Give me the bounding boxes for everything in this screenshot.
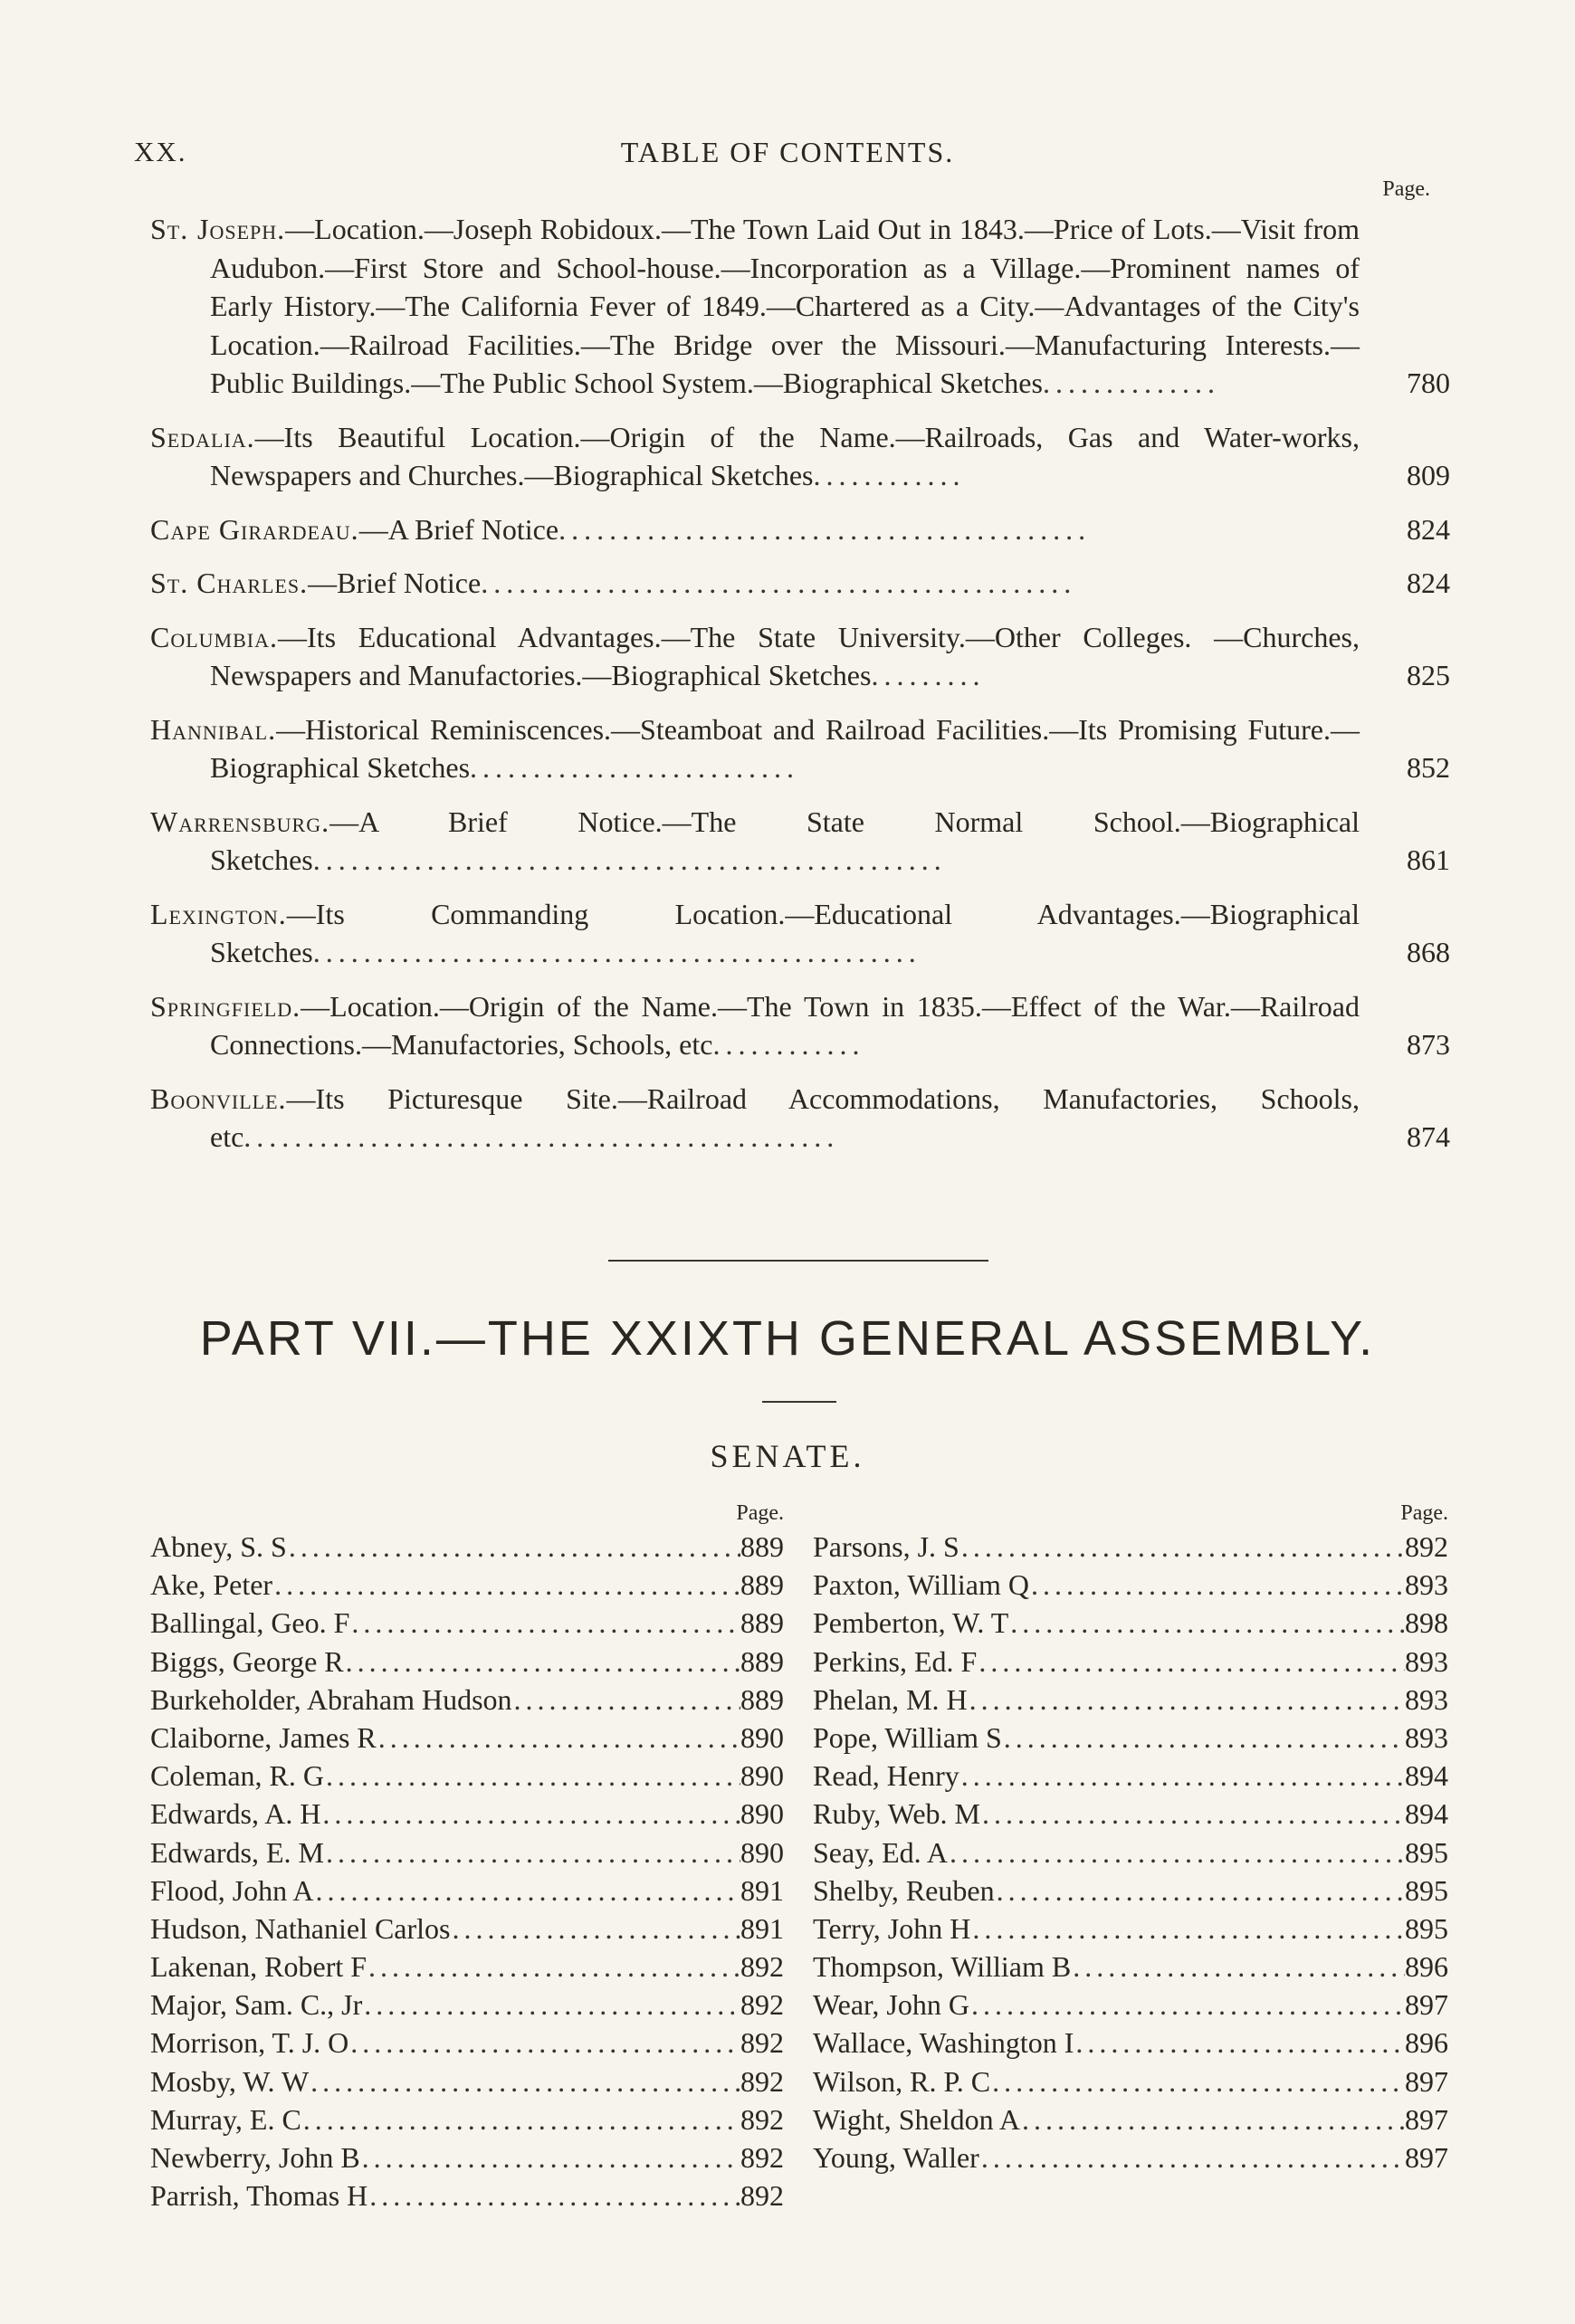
member-row: [813, 1604, 1448, 1642]
member-page: 889: [740, 1682, 784, 1716]
toc-entry-springfield: [150, 987, 1450, 1064]
member-page: 896: [1405, 1950, 1448, 1984]
toc-entries: [150, 210, 1450, 1172]
part-heading: PART VII.—THE XXIXTH GENERAL ASSEMBLY.: [199, 1311, 1376, 1366]
dot-leader: [324, 1833, 740, 1872]
member-name: Seay, Ed. A: [813, 1835, 949, 1869]
dot-leader: [980, 1795, 1405, 1833]
member-name: Paxton, William Q: [813, 1568, 1029, 1602]
toc-entry-heading: Lexington.: [150, 897, 287, 930]
toc-entry-heading: Hannibal.: [150, 712, 277, 746]
member-name: Ballingal, Geo. F: [150, 1606, 350, 1640]
member-page: 890: [740, 1797, 784, 1831]
member-row: [150, 1566, 784, 1604]
member-row: [813, 2100, 1448, 2138]
toc-entry-sedalia: [150, 418, 1450, 495]
dot-leader: ...............................................: [243, 1120, 840, 1153]
member-name: Edwards, E. M: [150, 1835, 324, 1869]
toc-entry-text: —A Brief Notice.—The State Normal School.—Biographical Sketches: [210, 805, 1360, 876]
dot-leader: [309, 2062, 740, 2100]
page-column-label: Page.: [1400, 1501, 1448, 1525]
member-row: [813, 1643, 1448, 1681]
member-name: Thompson, William B: [813, 1950, 1072, 1984]
member-name: Abney, S. S: [150, 1530, 287, 1563]
dot-leader: [979, 2138, 1405, 2176]
dot-leader: [1002, 1719, 1405, 1757]
member-name: Murray, E. C: [150, 2102, 301, 2136]
member-page: 893: [1405, 1644, 1448, 1678]
toc-entry-text: —Its Picturesque Site.—Railroad Accommodations, Manufactories, Schools, etc: [210, 1081, 1360, 1153]
member-name: Phelan, M. H: [813, 1682, 968, 1716]
member-page: 895: [1405, 1873, 1448, 1907]
member-page: 892: [740, 2064, 784, 2098]
dot-leader: [959, 1528, 1405, 1566]
member-page: 892: [1405, 1530, 1448, 1563]
toc-entry-text: —Its Commanding Location.—Educational Advantages.—Biographical Sketches: [210, 897, 1360, 968]
member-row: [813, 1566, 1448, 1604]
member-row: [150, 1948, 784, 1986]
dot-leader: [977, 1643, 1405, 1681]
member-row: [813, 1681, 1448, 1719]
dot-leader: [451, 1910, 741, 1948]
toc-entry-heading: Boonville.: [150, 1081, 287, 1115]
dot-leader: [362, 1986, 740, 2024]
dot-leader: [349, 1604, 740, 1642]
toc-entry-page: 852: [1407, 751, 1450, 784]
dot-leader: [320, 1795, 740, 1833]
toc-entry-text: —Its Educational Advantages.—The State University.—Other Colleges. —Churches, Newspapers and Manufactories.—Biographical Sketches: [210, 620, 1360, 691]
dot-leader: [368, 2176, 740, 2214]
member-page: 893: [1405, 1720, 1448, 1754]
member-page: 891: [740, 1873, 784, 1907]
dot-leader: [1008, 1604, 1405, 1642]
part-underline-rule: [762, 1401, 836, 1403]
member-row: [813, 1757, 1448, 1795]
senate-left-column: [150, 1499, 784, 2214]
member-page: 890: [740, 1835, 784, 1869]
member-page: 893: [1405, 1568, 1448, 1602]
dot-leader: [1020, 2100, 1405, 2138]
member-page: 894: [1405, 1759, 1448, 1793]
toc-entry-page: 861: [1407, 843, 1450, 876]
toc-entry-heading: Columbia.: [150, 620, 279, 653]
dot-leader: [272, 1566, 740, 1604]
member-row: [150, 1986, 784, 2024]
member-name: Lakenan, Robert F: [150, 1950, 368, 1984]
member-row: [150, 2024, 784, 2062]
member-row: [150, 1910, 784, 1948]
member-row: [150, 1872, 784, 1910]
member-page: 889: [740, 1568, 784, 1602]
senate-right-column: [813, 1499, 1448, 2176]
toc-entry-page: 825: [1407, 659, 1450, 691]
member-name: Perkins, Ed. F: [813, 1644, 978, 1678]
toc-entry-text: —Location.—Origin of the Name.—The Town in 1835.—Effect of the War.—Railroad Connections.—Manufactories, Schools, etc: [210, 989, 1360, 1061]
member-name: Shelby, Reuben: [813, 1873, 995, 1907]
toc-entry-cape-girardeau: [150, 510, 1450, 549]
member-name: Young, Waller: [813, 2141, 979, 2174]
dot-leader: [969, 1986, 1405, 2024]
member-page: 892: [740, 2141, 784, 2174]
member-row: [813, 1795, 1448, 1833]
member-name: Burkeholder, Abraham Hudson: [150, 1682, 512, 1716]
dot-leader: [1074, 2024, 1405, 2062]
member-page: 889: [740, 1530, 784, 1563]
dot-leader: ..............: [1042, 367, 1220, 399]
member-page: 893: [1405, 1682, 1448, 1716]
dot-leader: [948, 1833, 1405, 1872]
member-name: Edwards, A. H: [150, 1797, 321, 1831]
dot-leader: [324, 1757, 740, 1795]
member-page: 892: [740, 2179, 784, 2213]
toc-entry-text: —A Brief Notice: [358, 512, 559, 546]
dot-leader: [970, 1910, 1405, 1948]
member-row: [150, 2176, 784, 2214]
toc-entry-heading: Cape Girardeau.: [150, 512, 359, 546]
dot-leader: ..........................: [470, 751, 800, 784]
page-column-label: Page.: [1382, 177, 1430, 201]
member-row: [150, 1719, 784, 1757]
member-name: Wallace, Washington I: [813, 2026, 1074, 2060]
member-page: 891: [740, 1911, 784, 1945]
member-row: [150, 1757, 784, 1795]
member-name: Newberry, John B: [150, 2141, 360, 2174]
toc-entry-text: —Historical Reminiscences.—Steamboat and Railroad Facilities.—Its Promising Future.—Biographical Sketches: [210, 712, 1360, 784]
member-row: [150, 2138, 784, 2176]
dot-leader: .........: [871, 659, 986, 691]
member-name: Wear, John G: [813, 1988, 969, 2022]
member-page: 896: [1405, 2026, 1448, 2060]
dot-leader: [968, 1681, 1405, 1719]
member-row: [150, 2062, 784, 2100]
member-row: [150, 1681, 784, 1719]
member-name: Ruby, Web. M: [813, 1797, 980, 1831]
member-row: [150, 1604, 784, 1642]
running-head-title: TABLE OF CONTENTS.: [620, 136, 955, 168]
member-row: [813, 2062, 1448, 2100]
dot-leader: [512, 1681, 740, 1719]
dot-leader: [313, 1872, 740, 1910]
member-page: 897: [1405, 1988, 1448, 2022]
member-row: [813, 1986, 1448, 2024]
dot-leader: ............: [712, 1028, 865, 1061]
dot-leader: ...............................................: [481, 567, 1077, 599]
page-column-label: Page.: [736, 1501, 784, 1525]
member-name: Major, Sam. C., Jr: [150, 1988, 363, 2022]
toc-entry-text: —Its Beautiful Location.—Origin of the Name.—Railroads, Gas and Water-works, Newspapers and Churches.—Biographical Sketches: [210, 420, 1360, 491]
dot-leader: ............: [813, 459, 966, 491]
toc-entry-heading: St. Joseph.: [150, 213, 286, 245]
dot-leader: ..........................................: [558, 512, 1092, 546]
member-page: 897: [1405, 2102, 1448, 2136]
member-name: Coleman, R. G: [150, 1759, 324, 1793]
toc-entry-page: 824: [1407, 567, 1450, 599]
dot-leader: [287, 1528, 740, 1566]
page-number: XX.: [134, 136, 187, 167]
senate-heading: SENATE.: [710, 1438, 865, 1474]
member-page: 897: [1405, 2064, 1448, 2098]
toc-entry-hannibal: [150, 710, 1450, 787]
member-page: 889: [740, 1606, 784, 1640]
member-page: 895: [1405, 1835, 1448, 1869]
toc-entry-columbia: [150, 618, 1450, 695]
toc-entry-heading: Warrensburg.: [150, 805, 330, 838]
member-name: Hudson, Nathaniel Carlos: [150, 1911, 451, 1945]
member-row: [150, 2100, 784, 2138]
member-row: [813, 1910, 1448, 1948]
member-row: [813, 2138, 1448, 2176]
member-page: 897: [1405, 2141, 1448, 2174]
toc-entry-page: 780: [1407, 367, 1450, 399]
toc-entry-heading: Sedalia.: [150, 420, 255, 453]
member-page: 894: [1405, 1797, 1448, 1831]
dot-leader: ................................................: [312, 936, 921, 968]
member-name: Parsons, J. S: [813, 1530, 959, 1563]
member-name: Parrish, Thomas H: [150, 2179, 368, 2213]
section-divider-rule: [608, 1260, 988, 1262]
dot-leader: [360, 2138, 740, 2176]
dot-leader: [377, 1719, 740, 1757]
member-row: [813, 1872, 1448, 1910]
member-page: 890: [740, 1720, 784, 1754]
toc-entry-text: —Brief Notice: [308, 567, 482, 599]
member-name: Wilson, R. P. C: [813, 2064, 991, 2098]
toc-entry-page: 868: [1407, 936, 1450, 968]
member-row: [813, 1833, 1448, 1872]
dot-leader: [990, 2062, 1405, 2100]
member-name: Morrison, T. J. O: [150, 2026, 349, 2060]
dot-leader: [301, 2100, 740, 2138]
member-page: 892: [740, 2102, 784, 2136]
member-name: Pope, William S: [813, 1720, 1002, 1754]
member-name: Flood, John A: [150, 1873, 314, 1907]
member-name: Wight, Sheldon A: [813, 2102, 1020, 2136]
toc-entry-page: 809: [1407, 459, 1450, 491]
toc-entry-page: 824: [1407, 512, 1450, 546]
toc-entry-st-joseph: [150, 210, 1450, 403]
member-page: 892: [740, 1950, 784, 1984]
dot-leader: [344, 1643, 740, 1681]
dot-leader: [959, 1757, 1405, 1795]
member-name: Terry, John H: [813, 1911, 971, 1945]
toc-entry-heading: Springfield.: [150, 989, 301, 1023]
dot-leader: ..................................................: [312, 843, 947, 876]
member-page: 889: [740, 1644, 784, 1678]
dot-leader: [367, 1948, 740, 1986]
dot-leader: [995, 1872, 1405, 1910]
member-page: 898: [1405, 1606, 1448, 1640]
member-row: [813, 1948, 1448, 1986]
member-name: Claiborne, James R: [150, 1720, 377, 1754]
toc-entry-page: 874: [1407, 1120, 1450, 1153]
member-name: Mosby, W. W: [150, 2064, 310, 2098]
member-name: Ake, Peter: [150, 1568, 273, 1602]
member-row: [150, 1795, 784, 1833]
toc-entry-warrensburg: [150, 803, 1450, 880]
member-row: [150, 1833, 784, 1872]
toc-entry-st-charles: [150, 564, 1450, 603]
toc-entry-lexington: [150, 895, 1450, 972]
member-row: [813, 1719, 1448, 1757]
member-name: Read, Henry: [813, 1759, 959, 1793]
member-row: [150, 1528, 784, 1566]
toc-entry-heading: St. Charles.: [150, 567, 309, 599]
member-row: [813, 1528, 1448, 1566]
member-name: Biggs, George R: [150, 1644, 344, 1678]
toc-entry-text: —Location.—Joseph Robidoux.—The Town Laid Out in 1843.—Price of Lots.—Visit from Audubon.—First Store and School-house.—Incorporation as a Village.—Prominent names of Early History.—The California Fever of 1849.—Chartered as a City.—Advantages of the City's Location.—Railroad Facilities.—The Bridge over the Missouri.—Manufacturing Interests.—Public Buildings.—The Public School System.—Biographical Sketches: [210, 213, 1360, 399]
member-page: 892: [740, 1988, 784, 2022]
dot-leader: [348, 2024, 740, 2062]
dot-leader: [1029, 1566, 1405, 1604]
member-page: 892: [740, 2026, 784, 2060]
member-row: [150, 1643, 784, 1681]
member-name: Pemberton, W. T: [813, 1606, 1009, 1640]
toc-entry-boonville: [150, 1080, 1450, 1157]
member-page: 895: [1405, 1911, 1448, 1945]
member-page: 890: [740, 1759, 784, 1793]
dot-leader: [1071, 1948, 1405, 1986]
member-row: [813, 2024, 1448, 2062]
toc-entry-page: 873: [1407, 1028, 1450, 1061]
